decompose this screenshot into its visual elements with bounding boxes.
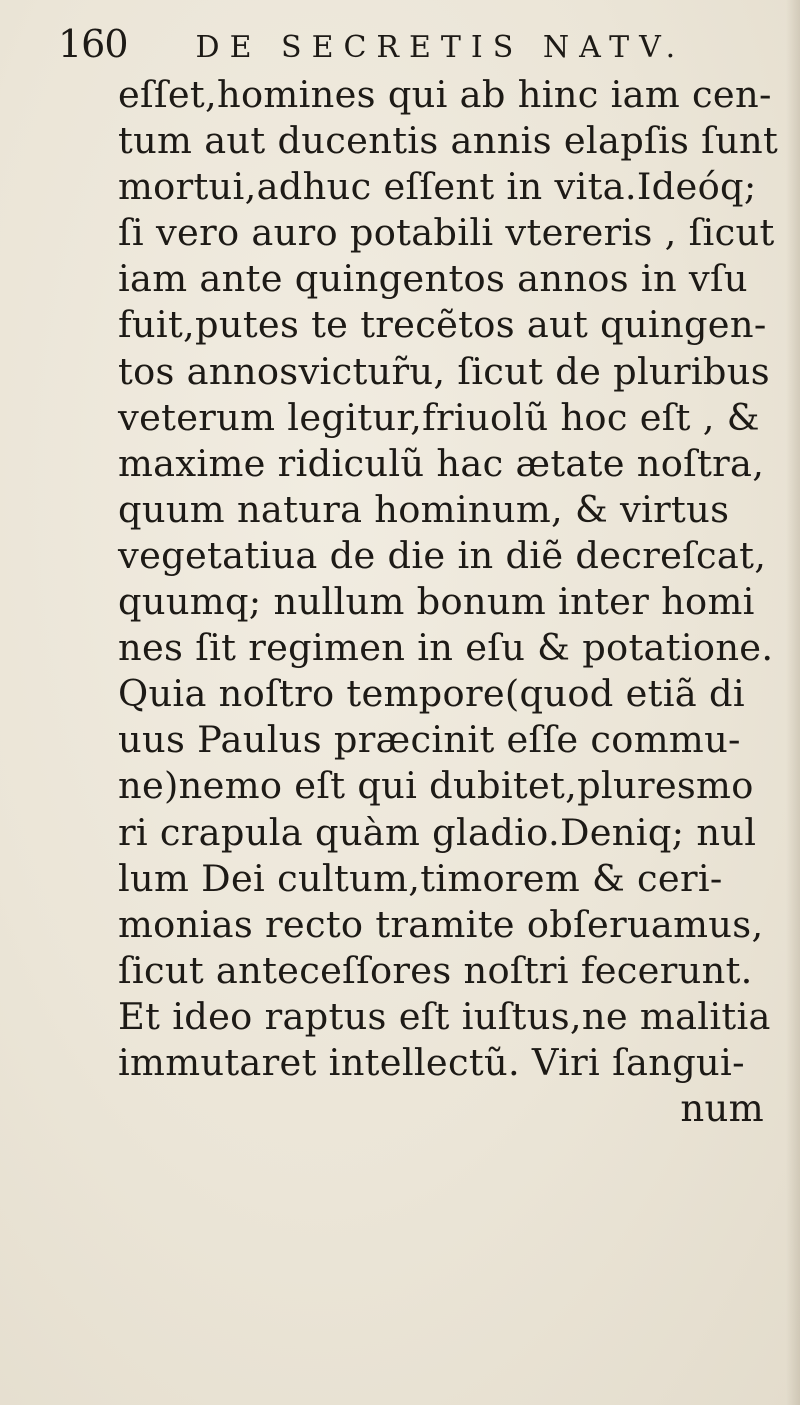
text-line: ne)nemo eſt qui dubitet,pluresmo [118, 764, 754, 808]
text-block [118, 72, 790, 1132]
text-line: eſſet,homines qui ab hinc iam cen- [118, 73, 772, 116]
text-line: vegetatiua de die in diẽ decreſcat, [118, 533, 767, 577]
text-line: immutaret intellectũ. Viri ſangui- [118, 1040, 745, 1084]
text-line: fuit,putes te trecẽtos aut quingen- [118, 303, 767, 347]
text-line: tos annosvictur̃u, ſicut de pluribus [118, 349, 770, 393]
running-title: DE SECRETIS NATV. [195, 30, 686, 65]
running-head [58, 22, 758, 74]
text-line: ſicut anteceſſores noſtri fecerunt. [118, 948, 753, 992]
text-line: tum aut ducentis annis elapſis ſunt [118, 119, 779, 163]
text-line: uus Paulus præcinit eſſe commu- [118, 718, 741, 762]
text-line: lum Dei cultum,timorem & ceri- [118, 856, 723, 900]
text-line: Quia noſtro tempore(quod etiã di [118, 672, 745, 716]
text-line: monias recto tramite obſeruamus, [118, 902, 764, 946]
text-line: quumq; nullum bonum inter homi [118, 580, 755, 624]
text-line: quum natura hominum, & virtus [118, 487, 730, 531]
text-line: maxime ridiculũ hac ætate noſtra, [118, 441, 765, 485]
text-line: ri crapula quàm gladio.Deniq; nul [118, 810, 757, 854]
text-line: veterum legitur,friuolũ hoc eſt , & [118, 395, 760, 439]
catchword: num [680, 1087, 764, 1131]
text-line: iam ante quingentos annos in vſu [118, 257, 748, 301]
text-line: nes ſit regimen in eſu & potatione. [118, 626, 774, 670]
text-line: mortui,adhuc eſſent in vita.Ideóq; [118, 165, 757, 209]
page-number: 160 [58, 22, 128, 66]
text-line: ſi vero auro potabili vtereris , ſicut [118, 211, 775, 255]
text-line: Et ideo raptus eſt iuſtus,ne malitia [118, 994, 771, 1038]
